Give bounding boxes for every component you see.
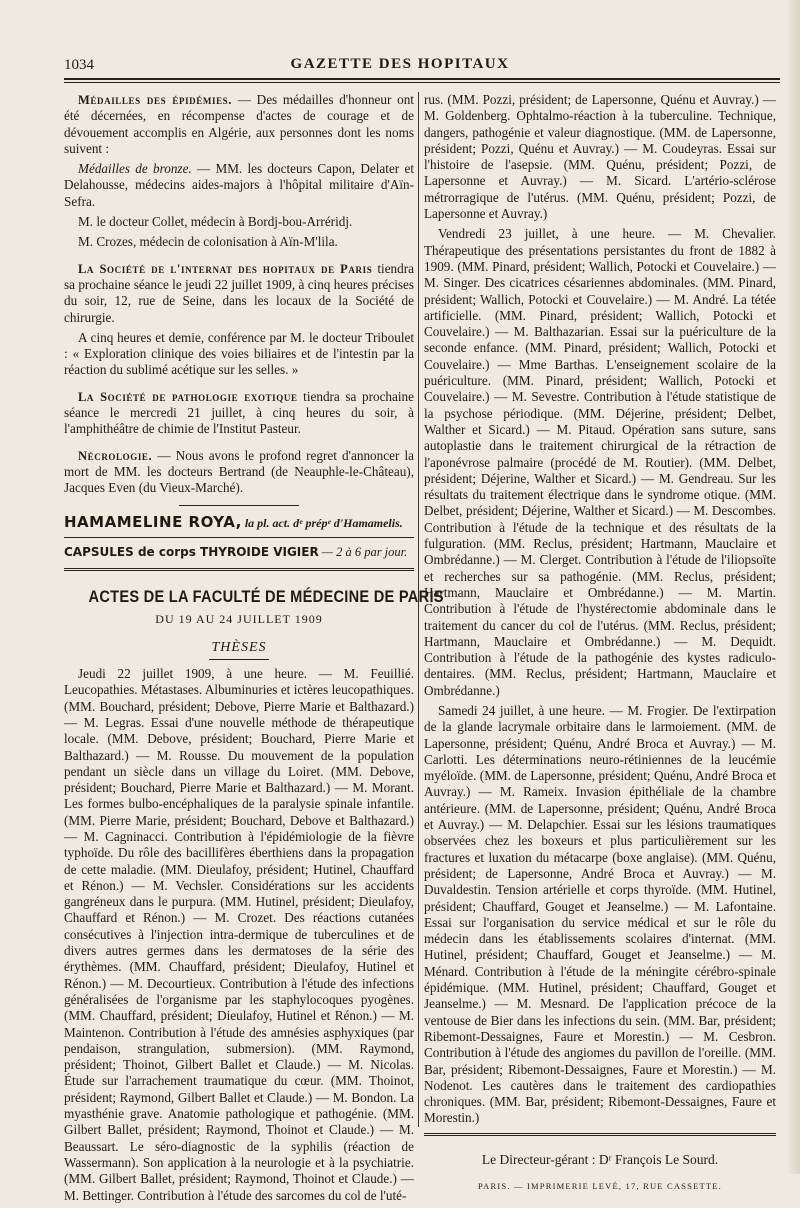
collet-paragraph: M. le docteur Collet, médecin à Bordj-bou-Arréridj. xyxy=(78,214,353,230)
advert-divider xyxy=(64,537,414,538)
header-rule xyxy=(64,78,780,80)
necrologie-text: — Nous avons le profond regret d'annoncer la mort de MM. les docteurs Bertrand (de Neauphle-le-Château), Jacques Even (du Vieux-Marché). xyxy=(64,447,414,496)
theses-heading: THÈSES xyxy=(211,639,267,655)
hamameline-tagline: la pl. act. dᵉ prépᵉ d'Hamamelis. xyxy=(241,515,403,530)
hamameline-advert xyxy=(64,514,414,531)
hamameline-title: HAMAMELINE ROYA, xyxy=(64,512,242,531)
crozes-paragraph: M. Crozes, médecin de colonisation à Aïn-M'lila. xyxy=(78,234,338,250)
samedi-paragraph: Samedi 24 juillet, à une heure. — M. Frogier. De l'extirpation de la glande lacrymale orbitaire dans le larmoiement. (MM. de Lapersonne, président; Quénu, André Broca et Auvray.) — M. Carlotti. Les déterminations neuro-rétiniennes de la leucémie myéloïde. (MM. de Lapersonne, président; Quénu, André Broca et Auvray.) — M. Rameix. Invasion épithéliale de la chambre antérieure. (MM. de Lapersonne, président; Quénu, André Broca et Auvray.) — M. Delapchier. Essai sur les lésions traumatiques observées chez les boxeurs et plus particulièrement sur les fractures et luxation du métacarpe (boxe anglaise). (MM. Quénu, président; de Lapersonne, André Broca et Auvray.) — M. Duvaldestin. Tension artérielle et corps thyroïde. (MM. Hutinel, président; Chauffard, Gouget et Jeanselme.) — M. Lafontaine. Essai sur l'organisation du service médical et sur le rôle du médecin dans les établissements scolaires d'internat. (MM. Hutinel, président; Chauffard, Gouget et Jeanselme.) — M. Ménard. Contribution à l'étude de la méningite cérébro-spinale épidémique. (MM. Hutinel, président; Chauffard, Gouget et Jeanselme.) — M. Mesnard. De l'application précoce de la ventouse de Bier dans les infections du sein. (MM. Bar, président; Ribemont-Dessaignes, Faure et Morestin.) — M. Cesbron. Contribution à l'étude des angiomes du pavillon de l'oreille. (MM. Bar, président; Ribemont-Dessaignes, Faure et Morestin.) — M. Nodenot. Les cautères dans le traitement des cardiopathies chroniques. (MM. Bar, président; Ribemont-Dessaignes, Faure et Morestin.) xyxy=(424,702,776,1126)
capsules-title: CAPSULES de corps THYROIDE VIGIER xyxy=(64,544,319,559)
continuation-paragraph: rus. (MM. Pozzi, président; de Lapersonne, Quénu et Auvray.) — M. Goldenberg. Ophtalmo-réaction à la tuberculine. Technique, dangers, pathogénie et valeur diagnostique. (MM. de Lapersonne, président; Pozzi, Quénu et Auvray.) — M. Coudeyras. Essai sur l'histoire de l'asepsie. (MM. Quénu, président; Pozzi, de Lapersonne et Auvray.) — M. Sicard. L'artério-sclérose métrorragique de l'utérus. (MM. Quénu, président; Pozzi, de Lapersonne et Auvray.) xyxy=(424,92,776,222)
theses-rule xyxy=(209,659,269,660)
footer-divider xyxy=(424,1133,776,1136)
exotique-text: tiendra sa prochaine séance le mercredi 21 juillet, à cinq heures du soir, à l'amphithéâtre de chimie de l'Institut Pasteur. xyxy=(64,388,414,437)
necrologie-heading: Nécrologie. xyxy=(78,448,153,463)
left-column xyxy=(64,92,444,1208)
director-signature: Le Directeur-gérant : Dʳ François Le Sourd. xyxy=(481,1151,719,1167)
medailles-text: — Des médailles d'honneur ont été décernées, en récompense d'actes de courage et de dévouement accomplis en Algérie, aux personnes dont les noms suivent : xyxy=(64,92,414,156)
header-rule-thin xyxy=(64,82,780,83)
jeudi-paragraph: Jeudi 22 juillet 1909, à une heure. — M. Feuillié. Leucopathies. Métastases. Albuminuries et ictères leucopathiques. (MM. Bouchard, président; Debove, Pierre Marie et Balthazard.) — M. Legras. Essai d'une nouvelle méthode de thérapeutique locale. (MM. Debove, président; Bouchard, Pierre Marie et Balthazard.) — M. Rousse. Du mouvement de la population pendant un siècle dans un village du Loiret. (MM. Debove, président; Bouchard, Pierre Marie et Balthazard.) — M. Morant. Les formes bulbo-encéphaliques de la paralysie spinale infantile. (MM. Pierre Marie, président; Bouchard, Debove et Balthazard.) — M. Cagninacci. Contribution à l'épidémiologie de la fièvre typhoïde. Du rôle des bacillifères éberthiens dans la propagation de cette maladie. (MM. Dieulafoy, président; Hutinel, Chauffard et Rénon.) — M. Vechsler. Considérations sur les accidents gangréneux dans le purpura. (MM. Hutinel, président; Dieulafoy, Chauffard et Rénon.) — M. Crozet. Des réactions cutanées consécutives à l'injection intra-dermique de tuberculines et de divers autres germes dans les dermatoses de la série des érythèmes. (MM. Chauffard, président; Dieulafoy, Hutinel et Rénon.) — M. Decourtieux. Contribution à l'étude des infections généralisées de l'organisme par les staphylocoques pyogènes. (MM. Chauffard, président; Dieulafoy, Hutinel et Rénon.) — M. Maintenon. Contribution à l'étude des amnésies asphyxiques (par pendaison, strangulation, submersion). (MM. Raymond, président; Thoinot, Gilbert Ballet et Claude.) — M. Nicolas. Étude sur l'arrachement traumatique du cœur. (MM. Thoinot, président; Raymond, Gilbert Ballet et Claude.) — M. Bondon. La myasthénie grave. Anatomie pathologique et pathogénie. (MM. Gilbert Ballet, président; Raymond, Thoinot et Claude.) — M. Beaussart. Le séro-diagnostic de la syphilis (réaction de Wassermann). Son application à la neurologie et à la psychiatrie. (MM. Gilbert Ballet, président; Raymond, Thoinot et Claude.) — M. Bettinger. Contribution à l'étude des sarcomes du col de l'uté- xyxy=(64,666,414,1203)
capsules-advert xyxy=(64,544,414,560)
conference-paragraph: A cinq heures et demie, conférence par M. le docteur Triboulet : « Exploration clinique des voies biliaires et de l'intestin par la réaction du sublimé acétique sur les selles. » xyxy=(64,329,414,378)
section-divider xyxy=(179,505,299,506)
right-column xyxy=(424,92,776,1194)
internat-paragraph xyxy=(64,261,414,326)
internat-text: tiendra sa prochaine séance le jeudi 22 juillet 1909, à cinq heures précises du soir, 12, rue de Seine, dans les locaux de la Société de chirurgie. xyxy=(64,260,414,325)
bronze-text: — MM. les docteurs Capon, Delater et Delahousse, médecins aides-majors à l'hôpital militaire d'Aïn-Sefra. xyxy=(64,161,414,209)
running-title: GAZETTE DES HOPITAUX xyxy=(290,56,510,72)
vendredi-paragraph: Vendredi 23 juillet, à une heure. — M. Chevalier. Thérapeutique des présentations persistantes du front de 1882 à 1909. (MM. Pinard, président; Wallich, Potocki et Couvelaire.) — M. Singer. Des cicatrices césariennes abdominales. (MM. Pinard, président; Wallich, Potocki et Couvelaire.) — M. André. La tétée artificielle. (MM. Pinard, président; Wallich, Potocki et Couvelaire.) — M. Balthazarian. Essai sur la puériculture de la seconde enfance. (MM. Pinard, président; Wallich, Potocki et Couvelaire.) — Mme Barthas. L'enseignement scolaire de la puériculture. (MM. Pinard, président; Wallich, Potocki et Couvelaire.) — M. Sevestre. Contribution à l'étude statistique de la psychose périodique. (MM. Déjerine, président; Delbet, Walther et Sicard.) — M. Pitaud. Opération sans suture, sans autoplastie dans le traitement chirurgical de la rétraction de l'aponévrose palmaire (procédé de M. Routier). (MM. Delbet, président; Déjerine, Walther et Sicard.) — M. Gendreau. Sur les résultats du traitement électrique dans le syndrome otique. (MM. Delbet, président; Déjerine, Walther et Sicard.) — M. Descombes. Contribution à l'étude de la technique et des résultats de la fulguration. (MM. Reclus, président; Hartmann, Mauclaire et Ombrédanne.) — M. Clerget. Contribution à l'étude de l'iliopsoïte et recherches sur sa pathogénie. (MM. Reclus, président; Hartmann, Mauclaire et Ombrédanne.) — M. Martin. Contribution à l'étude de l'hystérectomie abdominale dans le traitement du cancer du col de l'utérus. (MM. Reclus, président; Hartmann, Mauclaire et Ombrédanne.) — M. Dequidt. Contribution à l'étude de la pathogénie des kystes radiculo-dentaires. (MM. Reclus, président; Hartmann, Mauclaire et Ombrédanne.) xyxy=(424,226,776,698)
necrologie-paragraph xyxy=(64,448,414,497)
column-rule xyxy=(418,92,419,1127)
medailles-heading: Médailles des épidémies. xyxy=(78,93,232,107)
page-edge-shadow xyxy=(786,0,800,1174)
page-number: 1034 xyxy=(64,57,94,73)
double-divider xyxy=(64,568,414,571)
bronze-label: Médailles de bronze. xyxy=(78,161,192,177)
acts-title: ACTES DE LA FACULTÉ DE MÉDECINE DE PARIS xyxy=(88,587,444,607)
medailles-paragraph xyxy=(64,92,414,157)
printer-line: PARIS. — IMPRIMERIE LEVÉ, 17, RUE CASSETTE. xyxy=(478,1181,722,1191)
exotique-paragraph xyxy=(64,389,414,438)
capsules-dose: — 2 à 6 par jour. xyxy=(318,544,408,559)
internat-heading: La Société de l'internat des hopitaux de Paris xyxy=(78,261,373,276)
exotique-heading: La Société de pathologie exotique xyxy=(78,389,298,404)
acts-dates: DU 19 AU 24 JUILLET 1909 xyxy=(155,612,323,627)
bronze-paragraph xyxy=(64,161,414,210)
